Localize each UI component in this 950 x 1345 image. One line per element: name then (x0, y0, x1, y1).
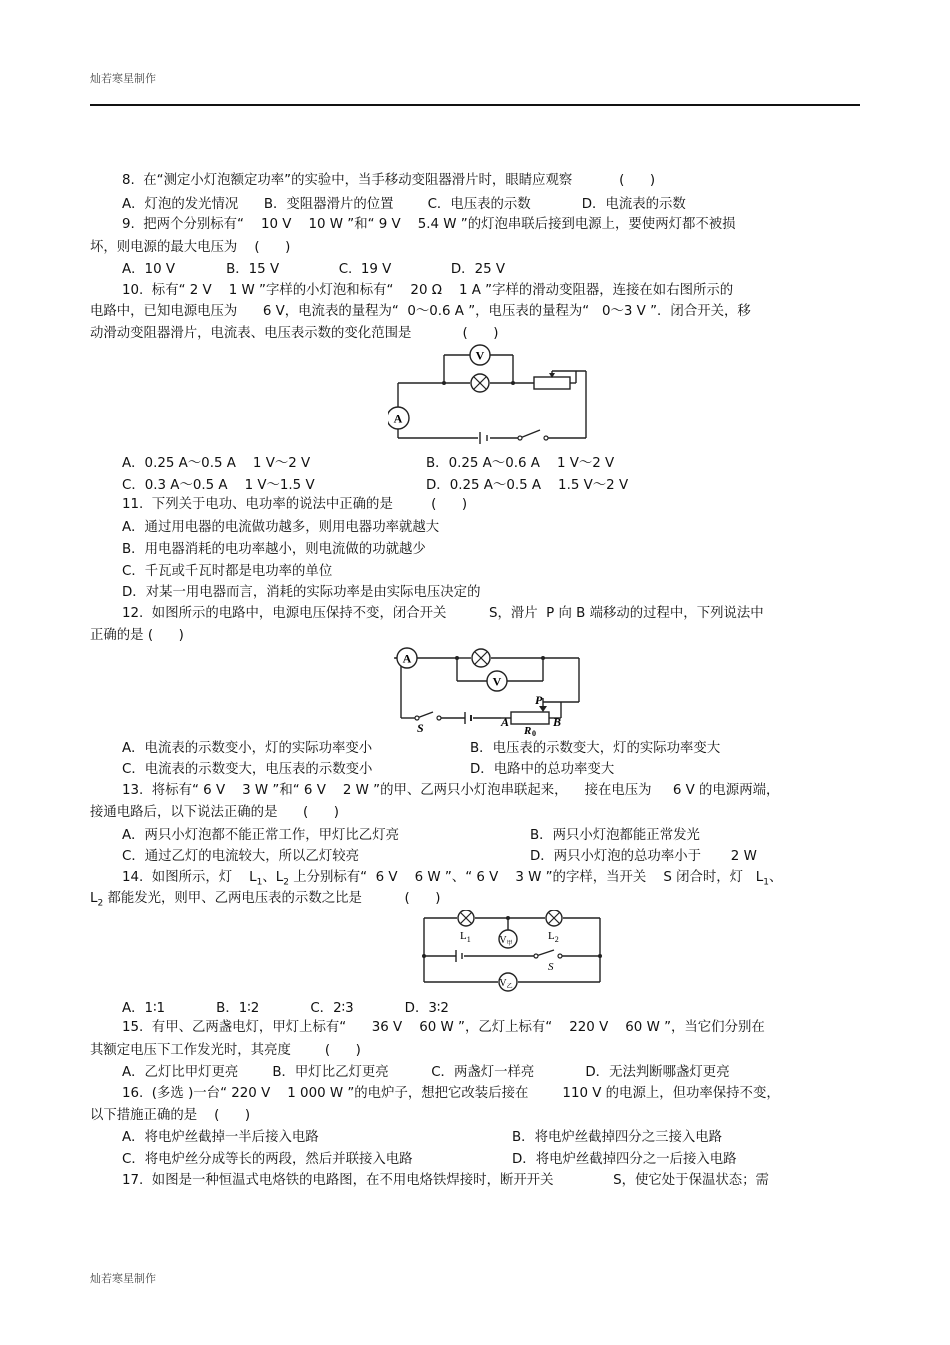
q16-option-a: A．将电炉丝截掉一半后接入电路 (122, 1130, 319, 1145)
slider-p-label: P (535, 693, 543, 707)
q12-stem-line2: 正确的是 ( ) (90, 628, 184, 643)
q15-stem-line2: 其额定电压下工作发光时，其亮度 ( ) (90, 1043, 361, 1058)
voltmeter-label: V (492, 674, 502, 689)
q16-option-c: C．将电炉丝分成等长的两段，然后并联接入电路 (122, 1152, 413, 1167)
q10-stem-line3: 动滑动变阻器滑片，电流表、电压表示数的变化范围是 ( ) (90, 326, 499, 341)
lamp-l1-symbol (458, 910, 474, 926)
rheostat-r0-symbol (511, 712, 549, 724)
q16-option-b: B．将电炉丝截掉四分之三接入电路 (512, 1130, 723, 1145)
lamp-l2-label: $L_2$ (548, 930, 559, 944)
q13-stem-line2: 接通电路后，以下说法正确的是 ( ) (90, 805, 339, 820)
q8-stem: 8. 在“测定小灯泡额定功率”的实验中，当手移动变阻器滑片时，眼睛应观察 ( ) (122, 173, 656, 188)
q10-option-b: B．0.25 A～0.6 A 1 V～2 V (426, 456, 615, 471)
q12-circuit-diagram (393, 646, 593, 736)
q17-stem-line1: 17. 如图是一种恒温式电烙铁的电路图，在不用电烙铁焊接时，断开开关 S，使它处于保温状态；需 (122, 1173, 769, 1188)
q12-stem-line1: 12. 如图所示的电路中，电源电压保持不变，闭合开关 S，滑片 P 向 B 端移动的过程中，下列说法中 (122, 606, 764, 621)
q13-option-b: B．两只小灯泡都能正常发光 (530, 828, 700, 843)
q13-option-c: C．通过乙灯的电流较大，所以乙灯较亮 (122, 849, 359, 864)
q10-circuit-diagram (388, 343, 598, 448)
end-a-label: A (501, 715, 510, 729)
q14-stem-line1: 14. 如图所示，灯 $L_1$、$L_2$ 上分别标有“ 6 V 6 W ”、“ 6 V 3 W ”的字样，当开关 S 闭合时，灯 $L_1$、 (122, 870, 783, 888)
q13-option-d: D．两只小灯泡的总功率小于 2 W (530, 849, 757, 864)
r0-label: R (524, 725, 532, 736)
q8-options: A．灯泡的发光情况 B．变阻器滑片的位置 C．电压表的示数 D．电流表的示数 (122, 197, 686, 212)
q11-option-b: B．用电器消耗的电功率越小，则电流做的功就越少 (122, 542, 426, 557)
page-header: 灿若寒星制作 (90, 72, 156, 85)
q13-stem-line1: 13. 将标有“ 6 V 3 W ”和“ 6 V 2 W ”的甲、乙两只小灯泡串联起来， 接在电压为 6 V 的电源两端， (122, 783, 780, 798)
q10-stem-line2: 电路中，已知电源电压为 6 V，电流表的量程为“ 0～0.6 A ”，电压表的量程为“ 0～3 V ”．闭合开关，移 (90, 304, 751, 319)
voltmeter-jia-label: $V_甲$ (499, 935, 513, 947)
ammeter-label: A (393, 411, 403, 426)
q11-option-c: C．千瓦或千瓦时都是电功率的单位 (122, 564, 333, 579)
q12-option-a: A．电流表的示数变小，灯的实际功率变小 (122, 741, 373, 756)
q14-options: A．1∶1 B．1∶2 C．2∶3 D．3∶2 (122, 1001, 449, 1016)
q10-option-d: D．0.25 A～0.5 A 1.5 V～2 V (426, 478, 629, 493)
q11-option-d: D．对某一用电器而言，消耗的实际功率是由实际电压决定的 (122, 585, 481, 600)
q15-options: A．乙灯比甲灯更亮 B．甲灯比乙灯更亮 C．两盏灯一样亮 D．无法判断哪盏灯更亮 (122, 1065, 730, 1080)
q9-options: A．10 V B．15 V C. 19 V D．25 V (122, 262, 506, 277)
q9-stem-line2: 坏，则电源的最大电压为 ( ) (90, 240, 291, 255)
q15-stem-line1: 15. 有甲、乙两盏电灯，甲灯上标有“ 36 V 60 W ”，乙灯上标有“ 220 V 60 W ”，当它们分别在 (122, 1020, 765, 1035)
voltmeter-yi-label: $V_乙$ (499, 978, 513, 990)
q14-stem-line2: $L_2$ 都能发光，则甲、乙两电压表的示数之比是 ( ) (90, 891, 441, 909)
q10-option-c: C．0.3 A～0.5 A 1 V～1.5 V (122, 478, 315, 493)
lamp-symbol (471, 374, 489, 392)
q10-option-a: A．0.25 A～0.5 A 1 V～2 V (122, 456, 311, 471)
q12-option-d: D．电路中的总功率变大 (470, 762, 615, 777)
q11-option-a: A．通过用电器的电流做功越多，则用电器功率就越大 (122, 520, 440, 535)
voltmeter-label: V (475, 348, 485, 363)
header-divider (90, 104, 860, 106)
q16-option-d: D．将电炉丝截掉四分之一后接入电路 (512, 1152, 737, 1167)
q14-circuit-diagram (420, 910, 605, 995)
q9-stem-line1: 9. 把两个分别标有“ 10 V 10 W ”和“ 9 V 5.4 W ”的灯泡串联后接到电源上，要使两灯都不被损 (122, 217, 736, 232)
q10-stem-line1: 10. 标有“ 2 V 1 W ”字样的小灯泡和标有“ 20 Ω 1 A ”字样的滑动变阻器，连接在如右图所示的 (122, 283, 734, 298)
switch-label: S (548, 961, 554, 973)
end-b-label: B (553, 715, 562, 729)
lamp-l1-label: $L_1$ (460, 930, 471, 944)
q16-stem-line2: 以下措施正确的是 ( ) (90, 1108, 251, 1123)
q12-option-b: B．电压表的示数变大，灯的实际功率变大 (470, 741, 721, 756)
page-footer: 灿若寒星制作 (90, 1272, 156, 1285)
ammeter-label: A (402, 651, 412, 666)
q13-option-a: A．两只小灯泡都不能正常工作，甲灯比乙灯亮 (122, 828, 399, 843)
switch-label: S (417, 721, 424, 735)
q12-option-c: C．电流表的示数变大，电压表的示数变小 (122, 762, 373, 777)
q11-stem: 11. 下列关于电功、电功率的说法中正确的是 ( ) (122, 497, 468, 512)
q16-stem-line1: 16. (多选 )一台“ 220 V 1 000 W ”的电炉子，想把它改装后接在 110 V 的电源上，但功率保持不变， (122, 1086, 780, 1101)
r0-subscript: 0 (532, 729, 536, 736)
lamp-l2-symbol (546, 910, 562, 926)
